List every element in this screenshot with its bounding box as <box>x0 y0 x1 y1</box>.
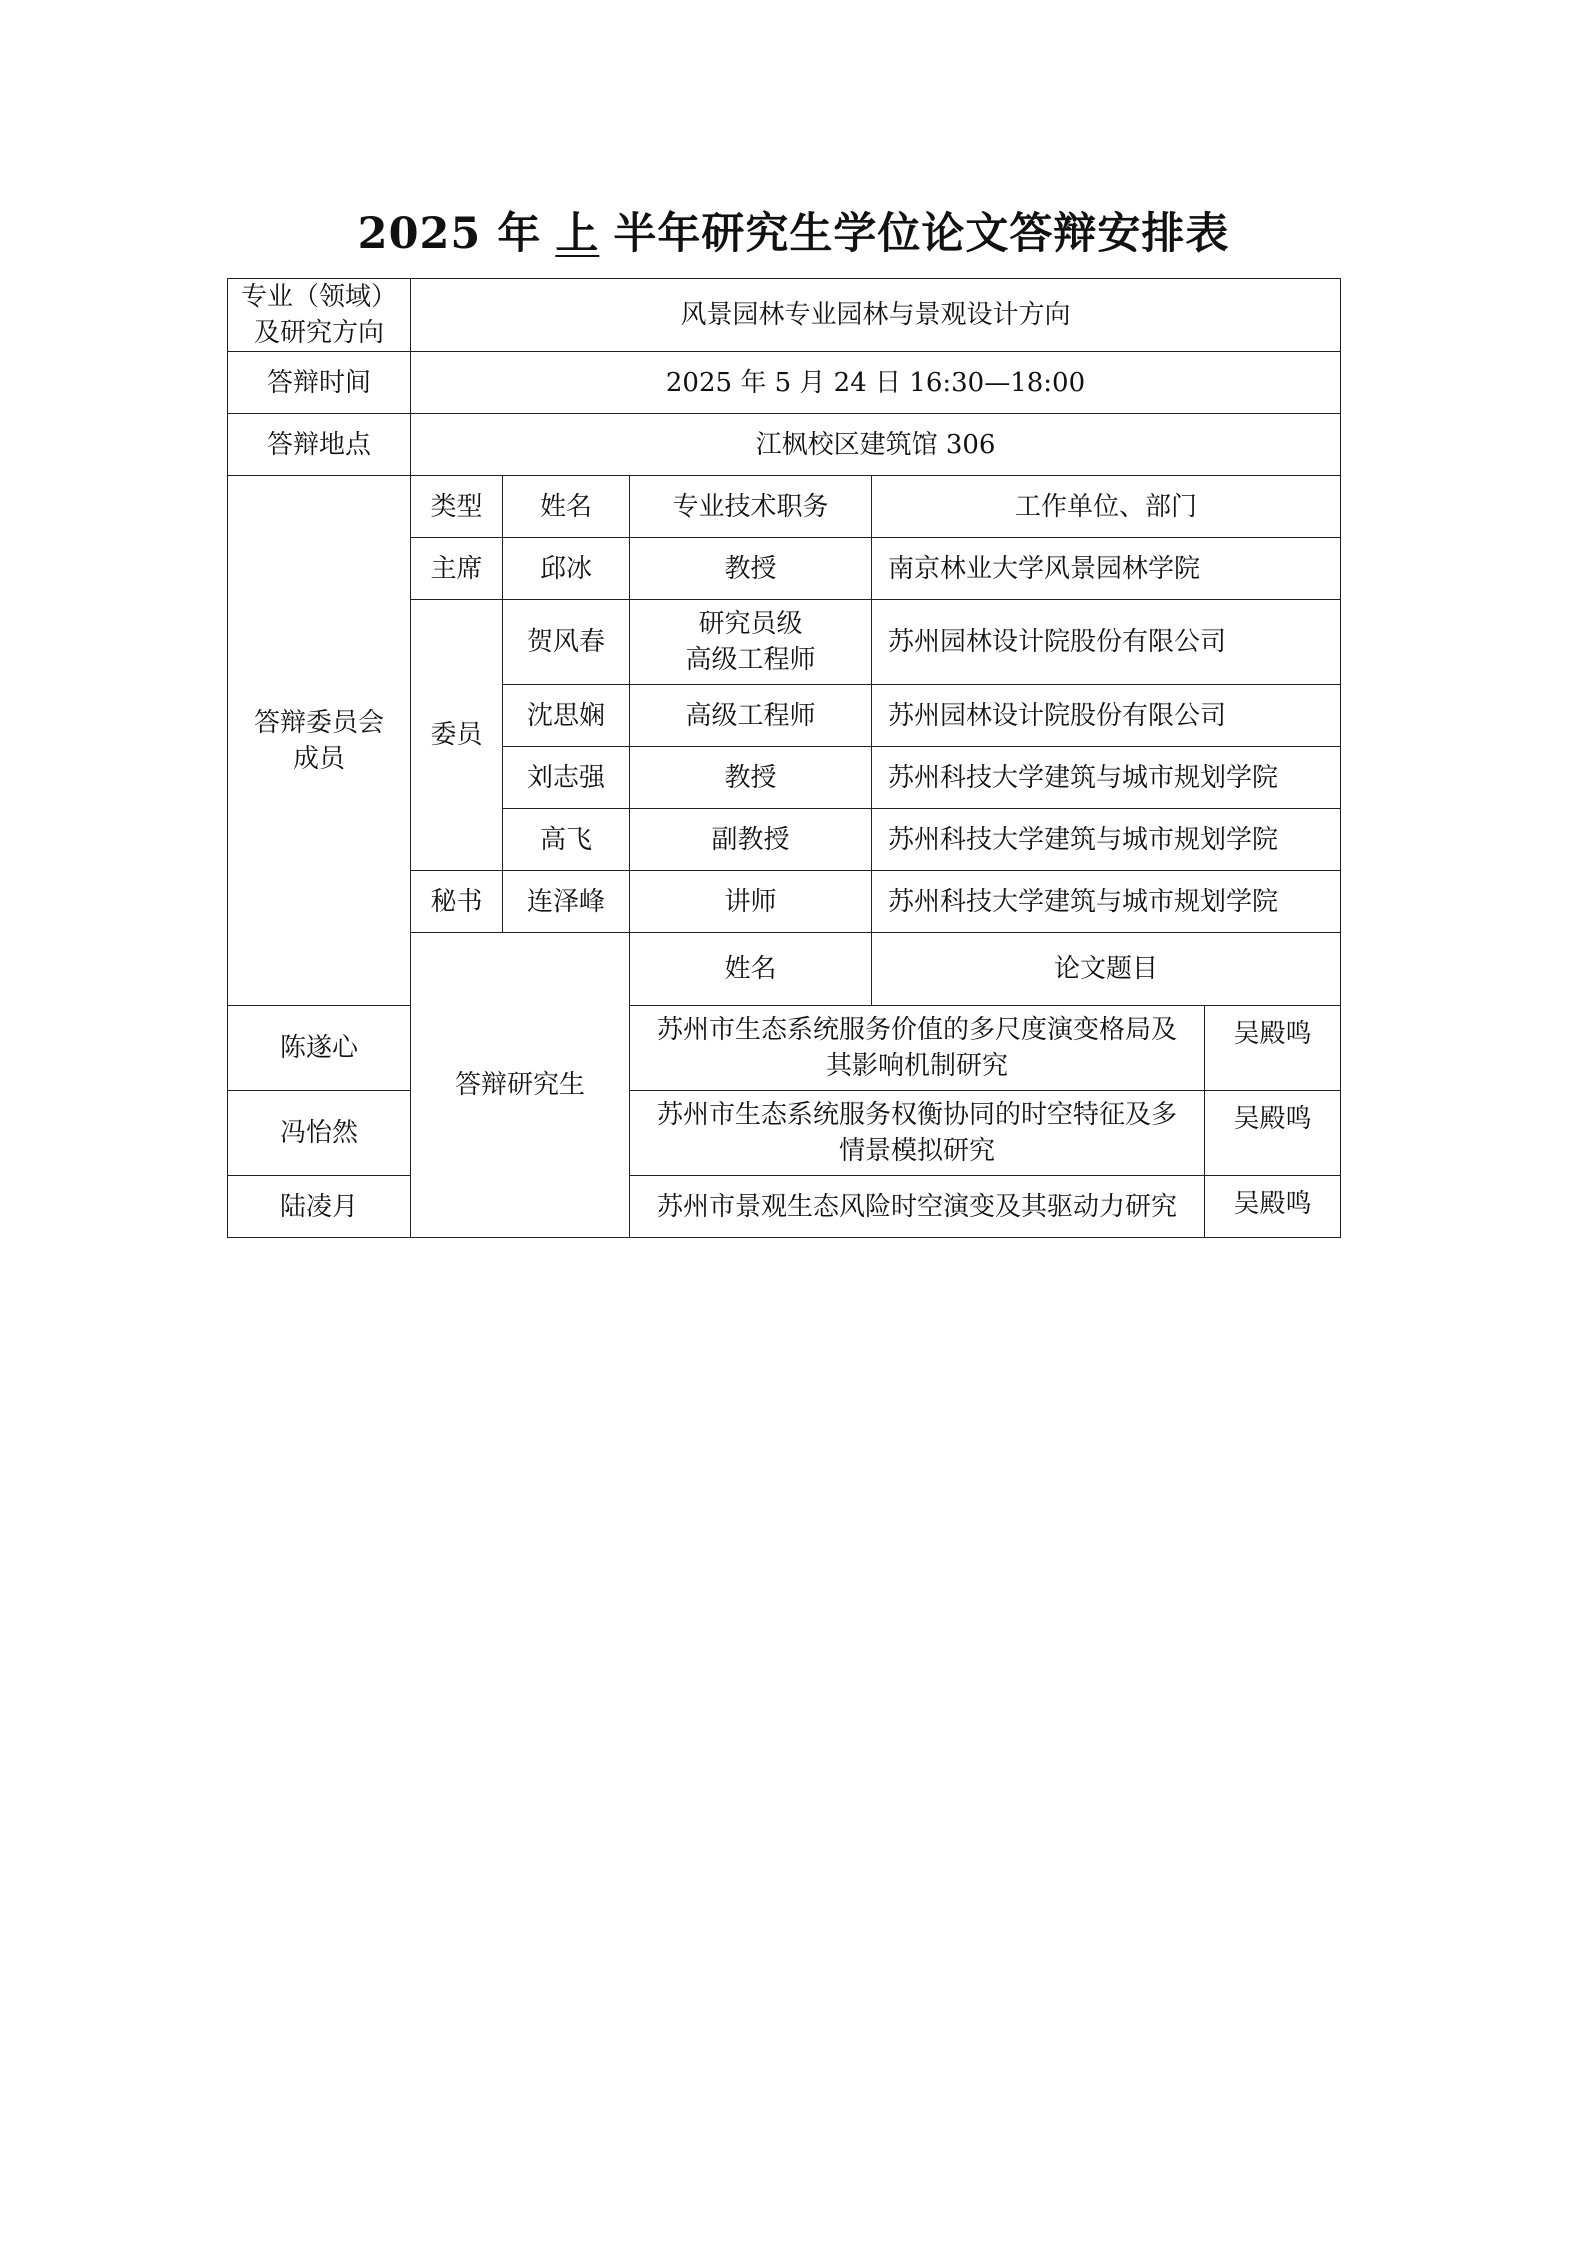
member-title: 教授 <box>630 747 872 809</box>
place-value: 江枫校区建筑馆 306 <box>411 414 1341 476</box>
place-row <box>228 414 1341 476</box>
committee-label-line2: 成员 <box>292 743 345 774</box>
major-label-line1: 专业（领域） <box>240 282 397 312</box>
students-label: 答辩研究生 <box>411 933 630 1238</box>
defense-schedule-table <box>227 278 1341 1238</box>
time-row <box>228 352 1341 414</box>
member-title-line2: 高级工程师 <box>685 645 816 675</box>
student-name: 陆凌月 <box>228 1176 411 1238</box>
chair-title: 教授 <box>630 538 872 600</box>
secretary-name: 连泽峰 <box>503 871 630 933</box>
student-thesis-line2: 情景模拟研究 <box>838 1136 995 1166</box>
member-title <box>630 600 872 685</box>
major-label-line2: 及研究方向 <box>253 318 384 348</box>
member-unit: 苏州园林设计院股份有限公司 <box>872 600 1341 685</box>
students-header-name: 姓名 <box>630 933 872 1006</box>
title-semester-blank: 上 <box>555 209 600 259</box>
member-type: 委员 <box>411 600 503 871</box>
major-row <box>228 279 1341 352</box>
student-advisor: 吴殿鸣 <box>1205 1006 1341 1091</box>
member-name: 高飞 <box>503 809 630 871</box>
major-value: 风景园林专业园林与景观设计方向 <box>411 279 1341 352</box>
member-unit: 苏州科技大学建筑与城市规划学院 <box>872 809 1341 871</box>
student-advisor: 吴殿鸣 <box>1205 1176 1341 1238</box>
student-thesis-line1: 苏州市生态系统服务价值的多尺度演变格局及 <box>656 1015 1177 1045</box>
committee-header-title: 专业技术职务 <box>630 476 872 538</box>
committee-header-row <box>228 476 1341 538</box>
student-row <box>228 1176 1341 1238</box>
chair-type: 主席 <box>411 538 503 600</box>
place-label: 答辩地点 <box>228 414 411 476</box>
student-name: 陈遂心 <box>228 1006 411 1091</box>
secretary-type: 秘书 <box>411 871 503 933</box>
committee-header-unit: 工作单位、部门 <box>872 476 1341 538</box>
time-label: 答辩时间 <box>228 352 411 414</box>
committee-header-type: 类型 <box>411 476 503 538</box>
major-label <box>228 279 411 352</box>
chair-name: 邱冰 <box>503 538 630 600</box>
student-thesis <box>630 1006 1205 1091</box>
committee-label-line1: 答辩委员会 <box>253 707 384 738</box>
committee-label <box>228 476 411 1006</box>
student-row <box>228 1006 1341 1091</box>
member-name: 沈思娴 <box>503 685 630 747</box>
secretary-unit: 苏州科技大学建筑与城市规划学院 <box>872 871 1341 933</box>
committee-header-name: 姓名 <box>503 476 630 538</box>
time-value: 2025 年 5 月 24 日 16:30—18:00 <box>411 352 1341 414</box>
chair-unit: 南京林业大学风景园林学院 <box>872 538 1341 600</box>
title-rest: 半年研究生学位论文答辩安排表 <box>613 209 1230 259</box>
student-row <box>228 1091 1341 1176</box>
student-name: 冯怡然 <box>228 1091 411 1176</box>
students-header-thesis: 论文题目 <box>872 933 1341 1006</box>
member-name: 刘志强 <box>503 747 630 809</box>
member-title: 副教授 <box>630 809 872 871</box>
member-unit: 苏州园林设计院股份有限公司 <box>872 685 1341 747</box>
document-title <box>0 200 1587 261</box>
secretary-title: 讲师 <box>630 871 872 933</box>
student-thesis-line2: 其影响机制研究 <box>825 1051 1008 1081</box>
member-name: 贺风春 <box>503 600 630 685</box>
student-thesis <box>630 1091 1205 1176</box>
member-title-line1: 研究员级 <box>698 609 803 639</box>
title-year: 2025 年 <box>357 209 542 259</box>
member-unit: 苏州科技大学建筑与城市规划学院 <box>872 747 1341 809</box>
student-thesis-line1: 苏州市生态系统服务权衡协同的时空特征及多 <box>656 1100 1177 1130</box>
member-title: 高级工程师 <box>630 685 872 747</box>
student-advisor: 吴殿鸣 <box>1205 1091 1341 1176</box>
student-thesis: 苏州市景观生态风险时空演变及其驱动力研究 <box>630 1176 1205 1238</box>
